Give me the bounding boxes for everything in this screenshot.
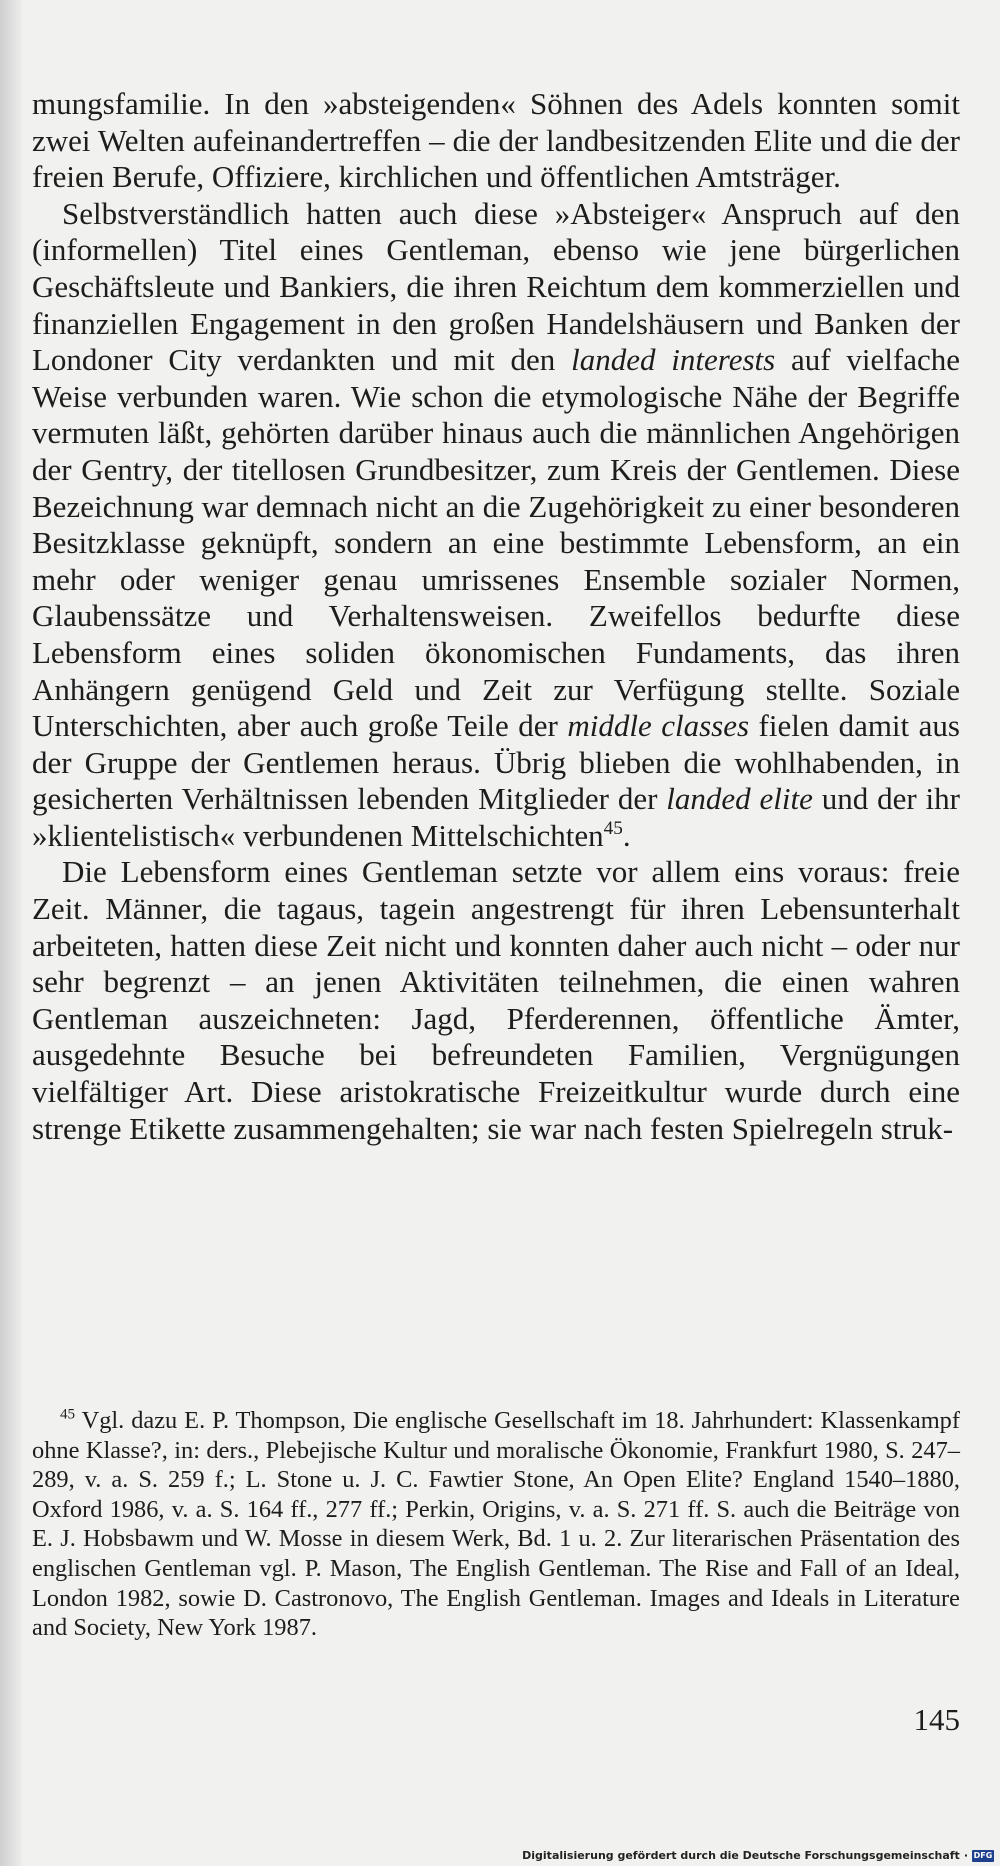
text-run: auf vielfache Weise verbunden waren. Wie schon die etymologische Nähe der Begriffe vermuten läßt, gehörten darüber hinaus auch die männlichen Angehörigen der Gentry, der titellosen Grundbesitzer, zum Kreis der Gentlemen. Diese Bezeichnung war demnach nicht an die Zugehörigkeit zu einer besonderen Besitzklasse geknüpft, sondern an eine bestimmte Lebensform, an ein mehr oder weniger genau umrissenes Ensemble sozialer Normen, Glaubenssätze und Verhaltensweisen. Zweifellos bedurfte diese Lebensform eines soliden ökonomischen Fundaments, das ihren Anhängern genügend Geld und Zeit zur Verfügung stellte. Soziale Unterschichten, aber auch große Teile der <box>32 342 960 744</box>
footnote <box>32 1406 960 1643</box>
paragraph <box>32 196 960 855</box>
text-run: Vgl. dazu E. P. Thompson, Die englische Gesellschaft im 18. Jahrhundert: Klassenkampf ohne Klasse?, in: ders., Plebejische Kultur und moralische Ökonomie, Frankfurt 1980, S. 247–289, v. a. S. 259 f.; L. Stone u. J. C. Fawtier Stone, An Open Elite? England 1540–1880, Oxford 1986, v. a. S. 164 ff., 277 ff.; Perkin, Origins, v. a. S. 271 ff. S. auch die Beiträge von E. J. Hobsbawm und W. Mosse in diesem Werk, Bd. 1 u. 2. Zur literarischen Präsentation des englischen Gentleman vgl. P. Mason, The English Gentleman. The Rise and Fall of an Ideal, London 1982, sowie D. Castronovo, The English Gentleman. Images and Ideals in Literature and Society, New York 1987. <box>32 1407 960 1642</box>
page-number: 145 <box>913 1702 960 1737</box>
text-run: Die Lebensform eines Gentleman setzte vor allem eins voraus: freie Zeit. Männer, die tagaus, tagein angestrengt für ihren Lebensunterhalt arbeiteten, hatten diese Zeit nicht und konnten daher auch nicht – oder nur sehr begrenzt – an jenen Aktivitäten teilnehmen, die einen wahren Gentleman auszeichneten: Jagd, Pferderennen, öffentliche Ämter, ausgedehnte Besuche bei befreundeten Familien, Vergnügungen vielfältiger Art. Diese aristokratische Freizeitkultur wurde durch eine strenge Etikette zusammengehalten; sie war nach festen Spielregeln struk- <box>32 854 960 1146</box>
paragraph <box>32 854 960 1147</box>
italic-term: middle classes <box>567 708 750 744</box>
text-run: . <box>622 817 631 853</box>
credit-text: Digitalisierung gefördert durch die Deutsche Forschungsgemeinschaft <box>522 1849 960 1862</box>
footnotes <box>32 1406 960 1643</box>
footnote-marker: 45 <box>60 1406 76 1423</box>
dfg-logo: DFG <box>973 1850 993 1860</box>
text-run: mungsfamilie. In den »absteigenden« Söhnen des Adels konnten somit zwei Welten aufeinandertreffen – die der landbesitzenden Elite und die der freien Berufe, Offiziere, kirchlichen und öffentlichen Amtsträger. <box>32 86 960 195</box>
italic-term: landed elite <box>666 781 813 817</box>
digitization-credit: Digitalisierung gefördert durch die Deutsche Forschungsgemeinschaft · DFG <box>522 1849 993 1862</box>
footnote-marker: 45 <box>603 817 623 839</box>
text-run: und der ihr »klientelistisch« verbundenen Mittelschichten <box>32 781 960 853</box>
paragraph <box>32 86 960 196</box>
body-text <box>32 86 960 1147</box>
text-run: Selbstverständlich hatten auch diese »Absteiger« Anspruch auf den (informellen) Titel eines Gentleman, ebenso wie jene bürgerlichen Geschäftsleute und Bankiers, die ihren Reichtum dem kommerziellen und finanziellen Engagement in den großen Handelshäusern und Banken der Londoner City verdankten und mit den <box>32 195 960 378</box>
italic-term: landed interests <box>571 342 776 378</box>
text-run: fielen damit aus der Gruppe der Gentlemen heraus. Übrig blieben die wohlhabenden, in gesicherten Verhältnissen lebenden Mitglieder der <box>32 708 960 817</box>
